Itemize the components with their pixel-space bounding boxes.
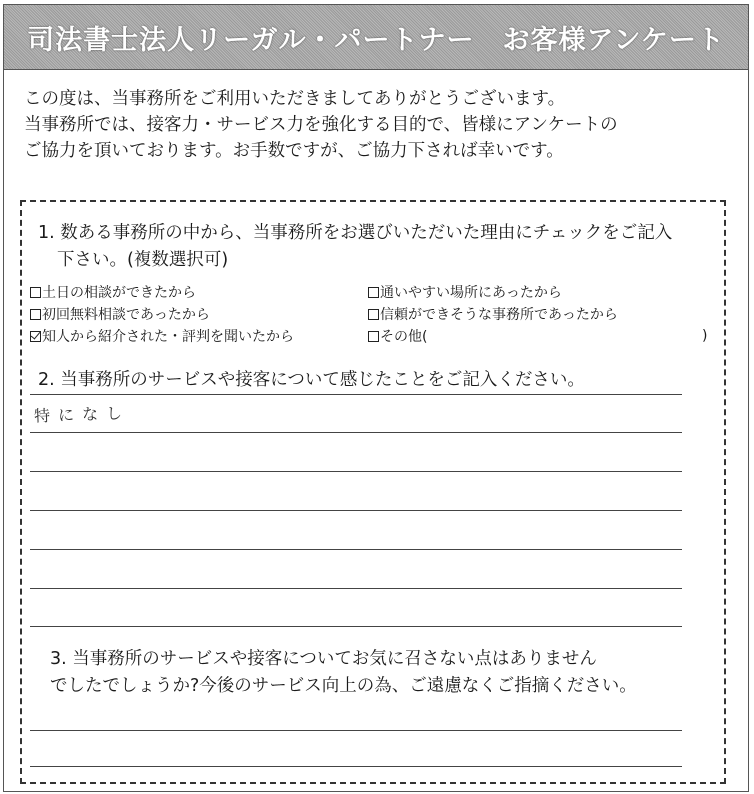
- question-3-line: 3. 当事務所のサービスや接客についてお気に召さない点はありません: [50, 649, 597, 669]
- answer-rule: [30, 471, 682, 472]
- answer-rule: [30, 588, 682, 589]
- option-weekend[interactable]: [30, 284, 196, 302]
- intro-line: ご協力を頂いております。お手数ですが、ご協力下されば幸いです。: [24, 141, 564, 161]
- header-banner: [4, 5, 748, 70]
- answer-rule: [30, 766, 682, 767]
- option-other[interactable]: [368, 328, 427, 346]
- question-1-line: 下さい。(複数選択可): [57, 250, 229, 270]
- option-label: 信頼ができそうな事務所であったから: [380, 307, 618, 323]
- intro-line: 当事務所では、接客力・サービス力を強化する目的で、皆様にアンケートの: [24, 115, 618, 135]
- question-1: [38, 220, 672, 274]
- option-label: 初回無料相談であったから: [42, 307, 210, 323]
- answer-rule: [30, 432, 682, 433]
- checkbox-checked[interactable]: [30, 331, 41, 342]
- option-label: 通いやすい場所にあったから: [380, 285, 562, 301]
- handwritten-answer[interactable]: 特になし: [33, 403, 131, 426]
- intro-line: この度は、当事務所をご利用いただきましてありがとうございます。: [24, 89, 566, 109]
- question-1-line: 1. 数ある事務所の中から、当事務所をお選びいただいた理由にチェックをご記入: [38, 223, 673, 243]
- other-close-paren: ): [702, 328, 708, 344]
- question-2: [38, 367, 585, 394]
- answer-rule: [30, 730, 682, 731]
- checkbox[interactable]: [368, 331, 379, 342]
- question-3: [50, 646, 637, 700]
- checkbox[interactable]: [368, 287, 379, 298]
- option-referral[interactable]: [30, 328, 294, 346]
- question-2-label: 2. 当事務所のサービスや接客について感じたことをご記入ください。: [38, 370, 585, 390]
- option-label: 土日の相談ができたから: [42, 285, 196, 301]
- answer-rule: [30, 510, 682, 511]
- checkbox[interactable]: [30, 309, 41, 320]
- option-free-consultation[interactable]: [30, 306, 210, 324]
- option-label: その他(: [380, 329, 428, 345]
- question-3-line: でしたでしょうか?今後のサービス向上の為、ご遠慮なくご指摘ください。: [50, 676, 637, 696]
- answer-rule: [30, 626, 682, 627]
- answer-rule: [30, 394, 682, 395]
- answer-rule: [30, 549, 682, 550]
- option-trustworthy[interactable]: [368, 306, 618, 324]
- checkbox[interactable]: [368, 309, 379, 320]
- checkbox[interactable]: [30, 287, 41, 298]
- intro-text: [24, 86, 724, 164]
- page-title: 司法書士法人リーガル・パートナー お客様アンケート: [27, 24, 725, 56]
- option-label: 知人から紹介された・評判を聞いたから: [42, 329, 294, 345]
- option-location[interactable]: [368, 284, 562, 302]
